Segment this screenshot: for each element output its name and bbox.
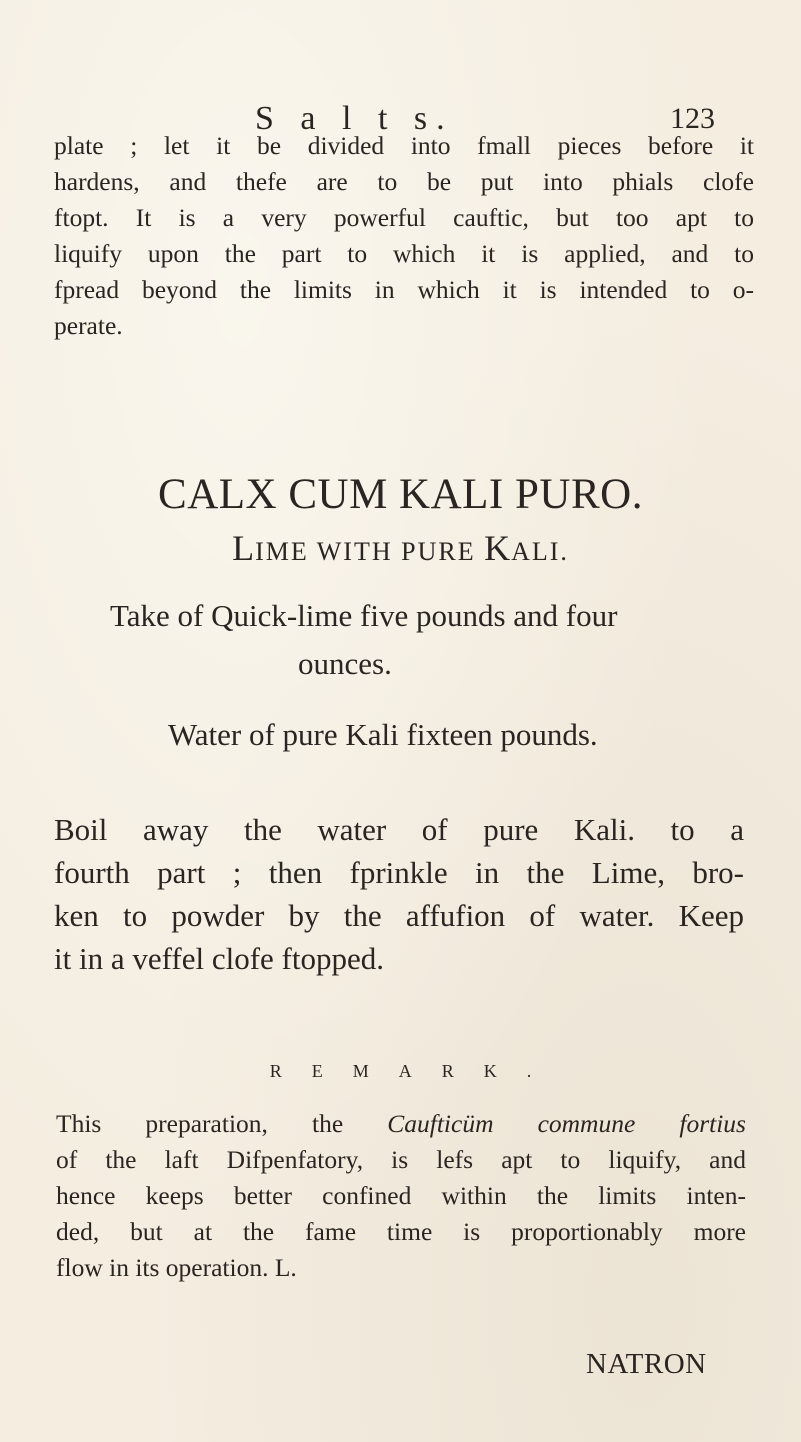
intro-line: fpread beyond the limits in which it is intended to o- bbox=[54, 275, 754, 304]
intro-paragraph bbox=[54, 128, 754, 344]
remark-line: hence keeps better confined within the limits inten- bbox=[56, 1181, 746, 1210]
recipe-ingredient-1: Take of Quick-lime five pounds and four bbox=[110, 598, 618, 633]
instruction-line: it in a veffel clofe ftopped. bbox=[54, 941, 384, 976]
section-heading-latin: CALX CUM KALI PURO. bbox=[158, 471, 643, 518]
remark-label: REMARK. bbox=[269, 1061, 562, 1081]
intro-line: hardens, and thefe are to be put into phials clofe bbox=[54, 167, 754, 196]
instructions-paragraph bbox=[54, 808, 744, 980]
instruction-line: ken to powder by the affufion of water. Keep bbox=[54, 898, 744, 933]
heading-english-initial-k: K bbox=[484, 528, 512, 568]
intro-line: perate. bbox=[54, 311, 123, 340]
catchword: NATRON bbox=[586, 1348, 707, 1380]
remark-line bbox=[56, 1106, 746, 1142]
intro-line: plate ; let it be divided into fmall pieces before it bbox=[54, 131, 754, 160]
recipe-ingredient-2: Water of pure Kali fixteen pounds. bbox=[168, 717, 598, 752]
instruction-line: Boil away the water of pure Kali. to a bbox=[54, 812, 744, 847]
intro-line: liquify upon the part to which it is applied, and to bbox=[54, 239, 754, 268]
remark-line: of the laft Difpenfatory, is lefs apt to liquify, and bbox=[56, 1145, 746, 1174]
section-heading-english bbox=[0, 527, 801, 569]
intro-line: ftopt. It is a very powerful cauftic, but too apt to bbox=[54, 203, 754, 232]
page-number: 123 bbox=[670, 102, 715, 135]
recipe-ingredient-1-continued: ounces. bbox=[298, 646, 392, 681]
instruction-line: fourth part ; then fprinkle in the Lime, bro- bbox=[54, 855, 744, 890]
remark-line: ded, but at the fame time is proportionably more bbox=[56, 1217, 746, 1246]
remark-latin-term: Caufticüm commune fortius bbox=[387, 1109, 746, 1138]
heading-english-part: IME WITH PURE bbox=[255, 537, 485, 566]
heading-english-part-2: ALI. bbox=[511, 537, 569, 566]
remark-paragraph bbox=[56, 1106, 746, 1286]
remark-line-start: This preparation, the bbox=[56, 1109, 388, 1138]
heading-english-initial: L bbox=[232, 528, 256, 568]
remark-line: flow in its operation. L. bbox=[56, 1253, 297, 1282]
running-head: S a l t s. bbox=[255, 100, 454, 137]
